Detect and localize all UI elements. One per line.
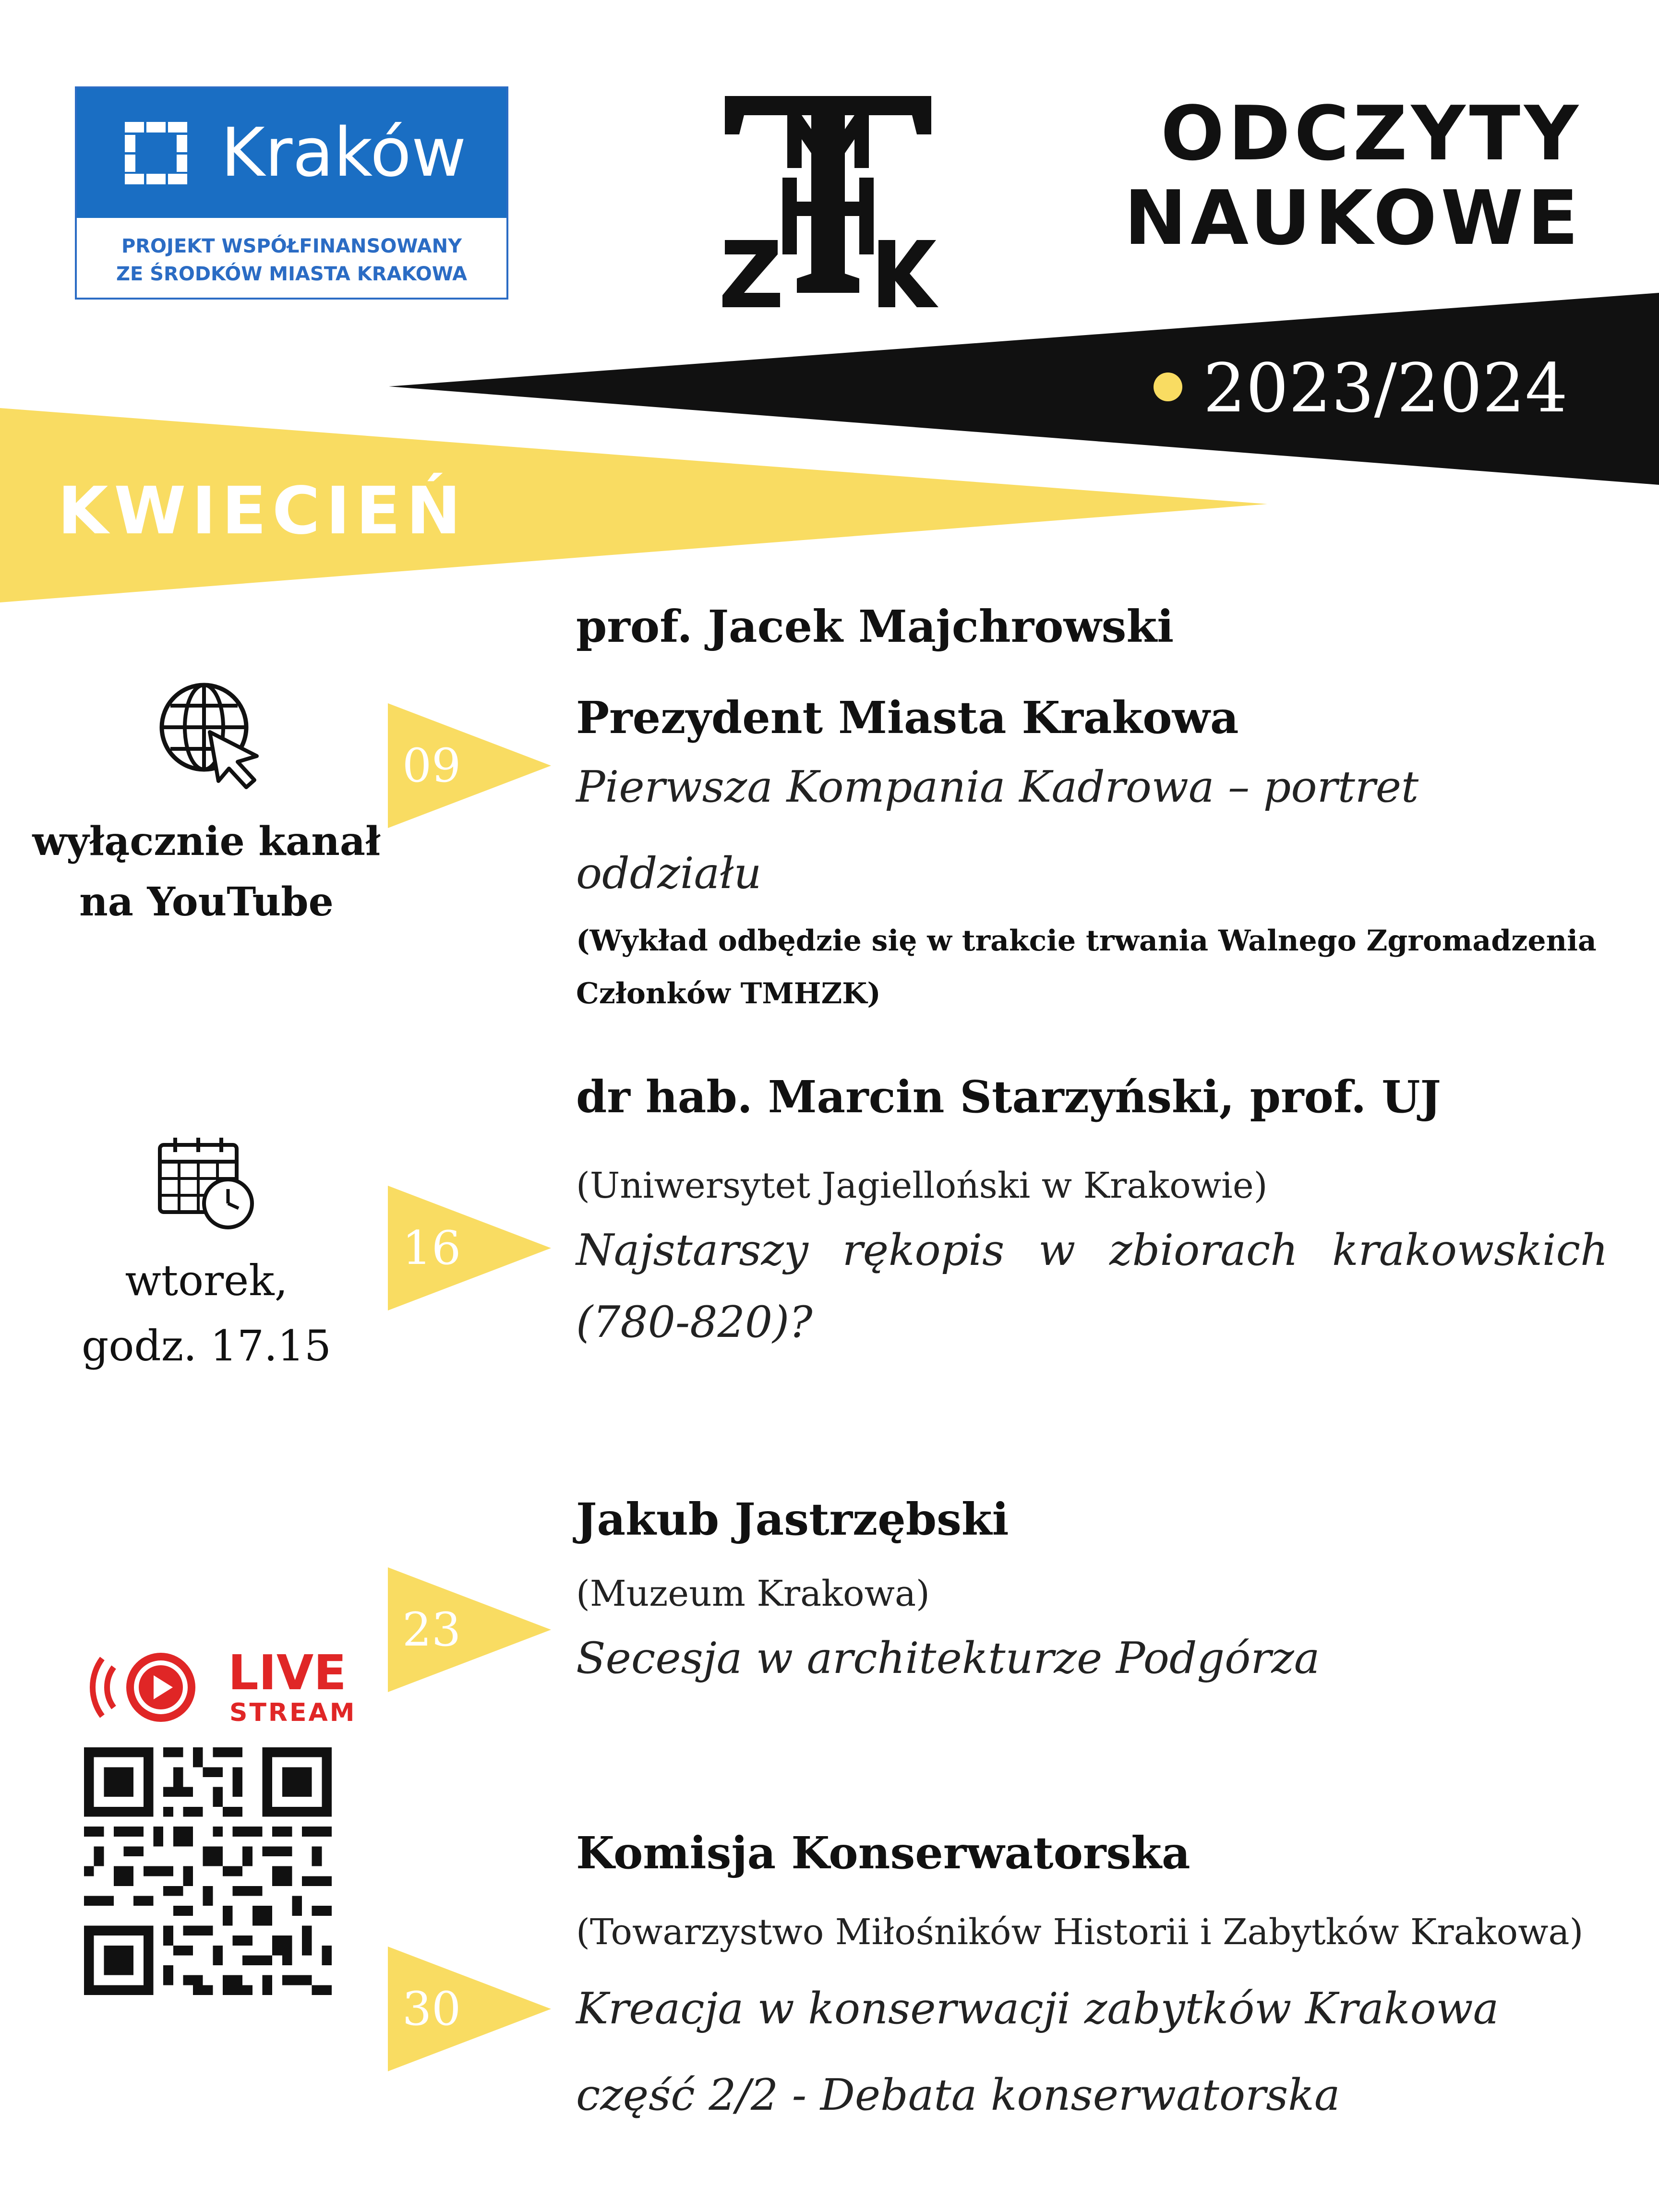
event-institution: (Uniwersytet Jagielloński w Krakowie) (576, 1165, 1268, 1206)
event-note-line1: (Wykład odbędzie się w trakcie trwania Walnego Zgromadzenia (576, 924, 1597, 958)
event-speaker: Komisja Konserwatorska (576, 1827, 1190, 1879)
date-pennant-23 (388, 1567, 551, 1692)
qr-code[interactable] (84, 1747, 332, 1995)
date-pennant-09 (388, 703, 551, 828)
title-line-1: ODCZYTY (1160, 90, 1582, 177)
time-note-line2: godz. 17.15 (82, 1321, 331, 1370)
globe-cursor-icon (156, 679, 262, 790)
event-lecture-title: Kreacja w konserwacji zabytków Krakowa (576, 1984, 1499, 2034)
event-speaker-role: Prezydent Miasta Krakowa (576, 692, 1239, 744)
krakow-caption-line1: PROJEKT WSPÓŁFINANSOWANY (121, 235, 462, 257)
krakow-logo (75, 86, 508, 300)
event-day: 16 (402, 1221, 461, 1275)
krakow-emblem-icon (125, 122, 187, 184)
event-09 (576, 600, 1608, 1018)
date-pennant-16 (388, 1186, 551, 1310)
krakow-logo-name: Kraków (221, 114, 467, 192)
season-year: 2023/2024 (1203, 349, 1568, 428)
krakow-logo-banner (77, 88, 506, 218)
stream-label: STREAM (229, 1698, 357, 1727)
event-institution: (Towarzystwo Miłośników Historii i Zabytków Krakowa) (576, 1911, 1584, 1953)
page-title (1124, 91, 1582, 260)
krakow-logo-caption (77, 232, 506, 288)
youtube-only-note (19, 811, 394, 932)
youtube-note-line2: na YouTube (79, 879, 334, 925)
header-banners (0, 288, 1659, 624)
event-speaker: Jakub Jastrzębski (576, 1493, 1009, 1545)
event-institution: (Muzeum Krakowa) (576, 1573, 930, 1614)
krakow-caption-line2: ZE ŚRODKÓW MIASTA KRAKOWA (116, 263, 468, 285)
calendar-clock-icon (156, 1135, 262, 1231)
event-16 (576, 1070, 1608, 1358)
event-23 (576, 1493, 1608, 1699)
event-time-note (29, 1248, 384, 1379)
time-note-line1: wtorek, (125, 1256, 288, 1305)
month-label: KWIECIEŃ (58, 473, 467, 549)
event-lecture-title: Pierwsza Kompania Kadrowa – portret oddziału (576, 762, 1419, 899)
year-bullet (1154, 373, 1182, 401)
event-speaker: dr hab. Marcin Starzyński, prof. UJ (576, 1071, 1441, 1123)
event-note-line2: Członków TMHZK) (576, 977, 881, 1010)
event-lecture-title-cont: część 2/2 - Debata konserwatorska (576, 2070, 1340, 2120)
event-day: 23 (402, 1603, 461, 1657)
event-30 (576, 1827, 1608, 2139)
event-speaker: prof. Jacek Majchrowski (576, 601, 1174, 652)
event-day: 30 (402, 1982, 461, 2036)
event-lecture-title: Najstarszy rękopis w zbiorach krakowskich (576, 1225, 1608, 1275)
live-label: LIVE (228, 1645, 347, 1701)
event-lecture-title-cont: (780-820)? (576, 1297, 813, 1347)
youtube-note-line1: wyłącznie kanał (32, 818, 381, 865)
tmhzk-monogram-logo (715, 82, 941, 312)
title-line-2: NAUKOWE (1124, 174, 1582, 262)
date-pennant-30 (388, 1947, 551, 2071)
event-lecture-title: Secesja w architekturze Podgórza (576, 1633, 1320, 1683)
event-day: 09 (402, 739, 461, 793)
